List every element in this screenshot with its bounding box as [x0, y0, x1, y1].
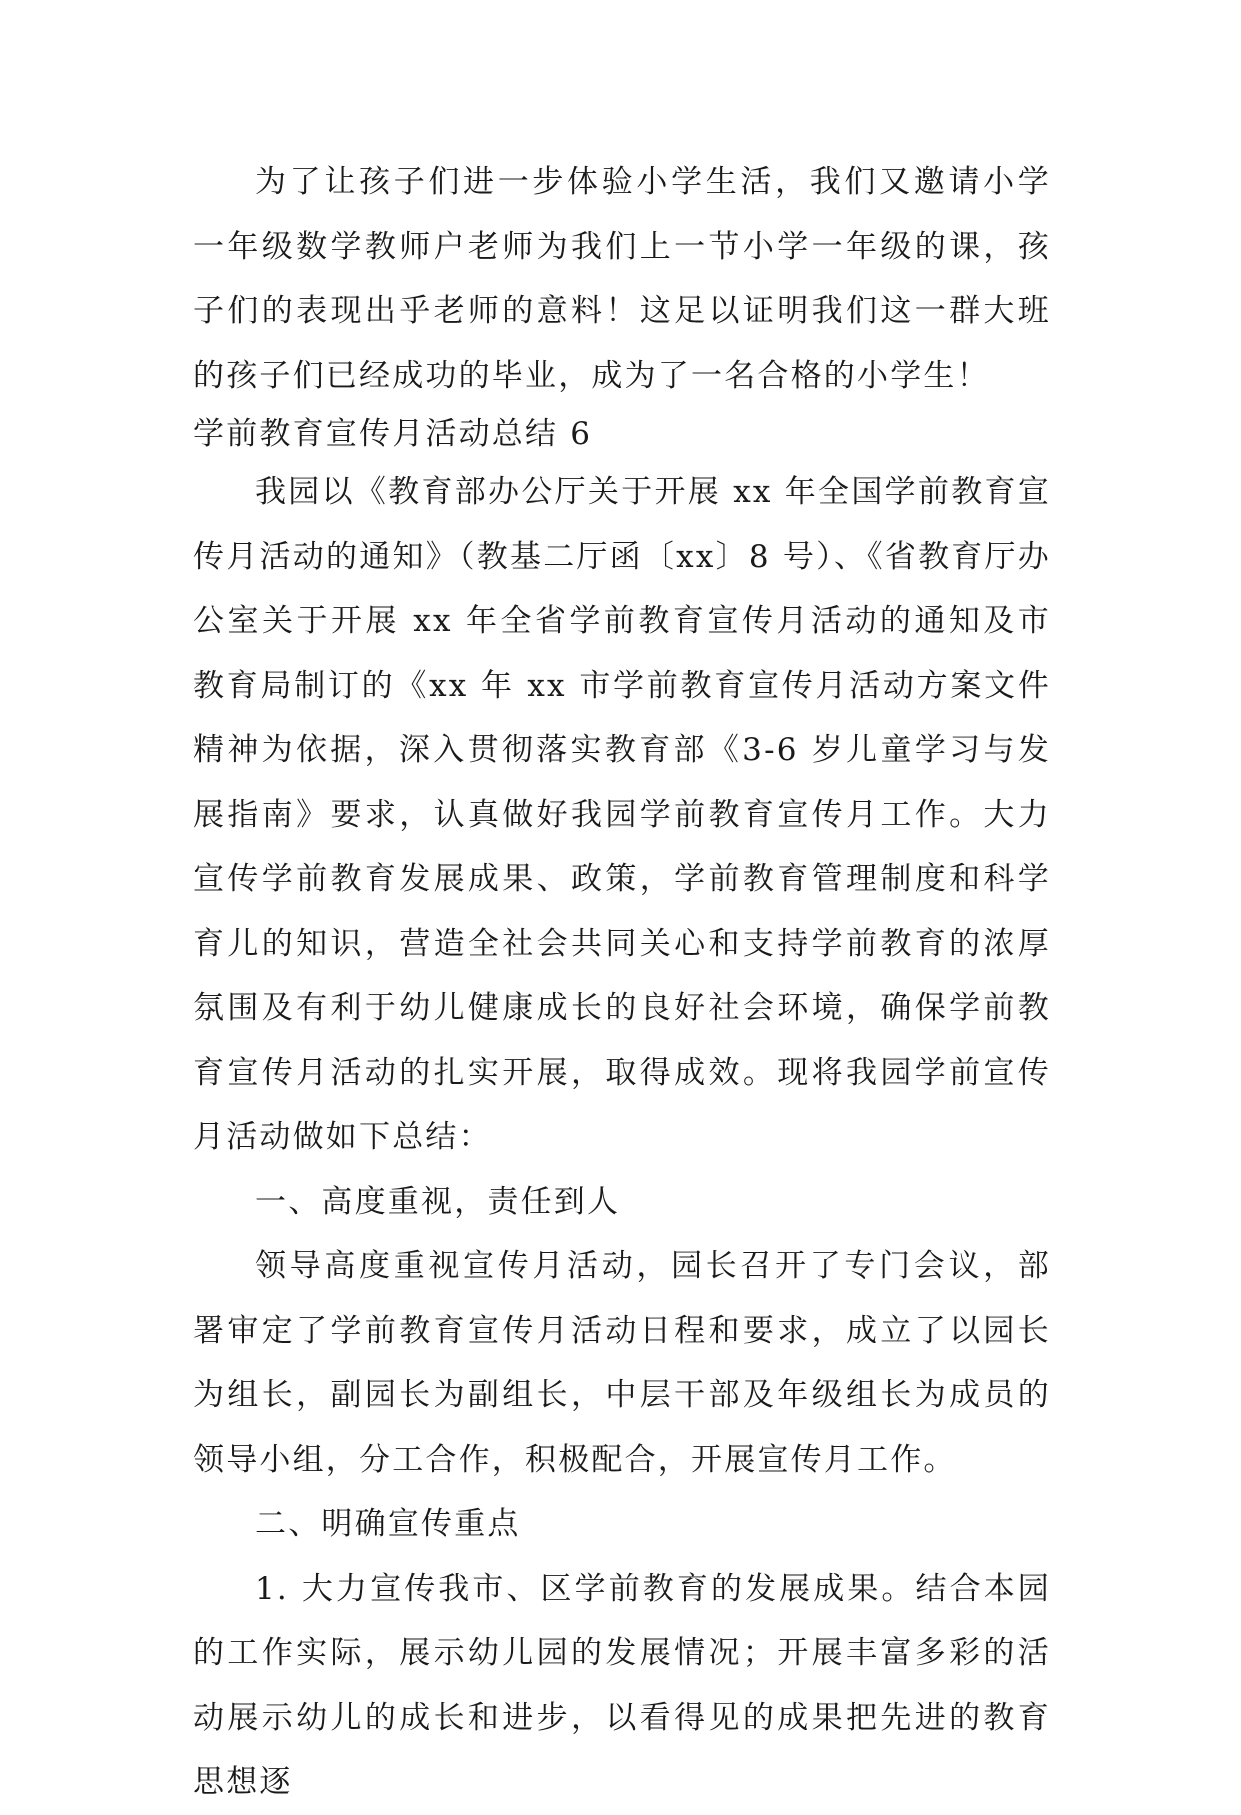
paragraph-leadership: 领导高度重视宣传月活动，园长召开了专门会议，部署审定了学前教育宣传月活动日程和要求，成立了以园长为组长，副园长为副组长，中层干部及年级组长为成员的领导小组，分工合作，积极配合，开展宣传月工作。	[193, 1248, 1051, 1478]
paragraph-closing-activity: 为了让孩子们进一步体验小学生活，我们又邀请小学一年级数学教师户老师为我们上一节小学一年级的课，孩子们的表现出乎老师的意料！这足以证明我们这一群大班的孩子们已经成功的毕业，成为了一名合格的小学生！	[193, 164, 1051, 394]
document-title: 学前教育宣传月活动总结 6	[193, 416, 593, 452]
paragraph-publicity-point-1: 1. 大力宣传我市、区学前教育的发展成果。结合本园的工作实际，展示幼儿园的发展情况；开展丰富多彩的活动展示幼儿的成长和进步，以看得见的成果把先进的教育思想逐	[193, 1570, 1051, 1800]
section-heading-1: 一、高度重视，责任到人	[255, 1183, 621, 1220]
paragraph-introduction: 我园以《教育部办公厅关于开展 xx 年全国学前教育宣传月活动的通知》（教基二厅函〔xx〕8 号）、《省教育厅办公室关于开展 xx 年全省学前教育宣传月活动的通知及市教育局制订的《xx 年 xx 市学前教育宣传月活动方案文件精神为依据，深入贯彻落实教育部《3-6 岁儿童学习与发展指南》要求，认真做好我园学前教育宣传月工作。大力宣传学前教育发展成果、政策，学前教育管理制度和科学育儿的知识，营造全社会共同关心和支持学前教育的浓厚氛围及有利于幼儿健康成长的良好社会环境，确保学前教育宣传月活动的扎实开展，取得成效。现将我园学前宣传月活动做如下总结：	[193, 474, 1051, 1155]
section-heading-2: 二、明确宣传重点	[255, 1506, 521, 1542]
